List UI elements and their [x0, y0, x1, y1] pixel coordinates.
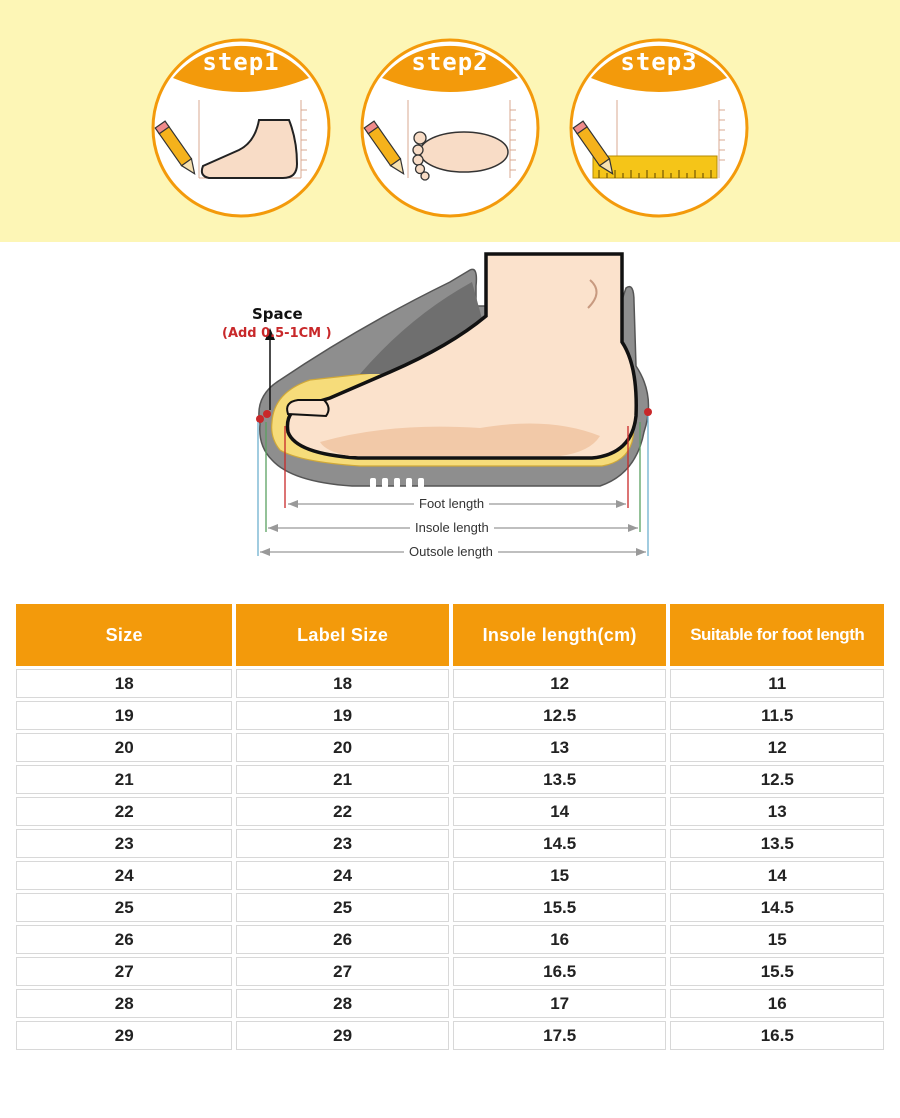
cell-size: 18	[16, 669, 232, 698]
cell-foot-length: 15	[670, 925, 884, 954]
table-row	[16, 797, 884, 826]
cell-label-size: 18	[236, 669, 448, 698]
cell-size: 19	[16, 701, 232, 730]
table-row	[16, 765, 884, 794]
cell-foot-length: 16	[670, 989, 884, 1018]
cell-size: 22	[16, 797, 232, 826]
step-1-label: step1	[202, 48, 280, 76]
cell-size: 21	[16, 765, 232, 794]
space-label: Space	[252, 305, 303, 323]
cell-insole-length: 13	[453, 733, 667, 762]
step-3-card	[569, 38, 749, 218]
cell-label-size: 26	[236, 925, 448, 954]
step-1-card	[151, 38, 331, 218]
cell-foot-length: 11	[670, 669, 884, 698]
table-row	[16, 829, 884, 858]
cell-size: 26	[16, 925, 232, 954]
outsole-length-label: Outsole length	[404, 544, 498, 559]
size-chart-table	[12, 601, 888, 1053]
cell-foot-length: 12	[670, 733, 884, 762]
cell-insole-length: 12.5	[453, 701, 667, 730]
cell-label-size: 25	[236, 893, 448, 922]
cell-size: 25	[16, 893, 232, 922]
table-row	[16, 925, 884, 954]
cell-insole-length: 17.5	[453, 1021, 667, 1050]
cell-insole-length: 17	[453, 989, 667, 1018]
cell-label-size: 23	[236, 829, 448, 858]
cell-label-size: 29	[236, 1021, 448, 1050]
space-note: (Add 0.5-1CM )	[222, 326, 332, 341]
table-row	[16, 989, 884, 1018]
foot-length-label: Foot length	[414, 496, 489, 511]
header-label-size: Label Size	[236, 604, 448, 666]
cell-insole-length: 12	[453, 669, 667, 698]
table-row	[16, 733, 884, 762]
step-2-label: step2	[411, 48, 489, 76]
table-row	[16, 1021, 884, 1050]
cell-label-size: 27	[236, 957, 448, 986]
cell-size: 24	[16, 861, 232, 890]
header-foot-length: Suitable for foot length	[670, 604, 884, 666]
table-row	[16, 957, 884, 986]
steps-banner	[0, 0, 900, 242]
header-size: Size	[16, 604, 232, 666]
cell-foot-length: 16.5	[670, 1021, 884, 1050]
cell-label-size: 22	[236, 797, 448, 826]
table-row	[16, 893, 884, 922]
insole-length-label: Insole length	[410, 520, 494, 535]
cell-size: 27	[16, 957, 232, 986]
cell-size: 23	[16, 829, 232, 858]
cell-insole-length: 14.5	[453, 829, 667, 858]
cell-insole-length: 13.5	[453, 765, 667, 794]
cell-insole-length: 14	[453, 797, 667, 826]
cell-label-size: 21	[236, 765, 448, 794]
step-2-card	[360, 38, 540, 218]
cell-foot-length: 11.5	[670, 701, 884, 730]
cell-foot-length: 13	[670, 797, 884, 826]
cell-insole-length: 16.5	[453, 957, 667, 986]
cell-size: 20	[16, 733, 232, 762]
cell-foot-length: 12.5	[670, 765, 884, 794]
cell-label-size: 24	[236, 861, 448, 890]
cell-size: 28	[16, 989, 232, 1018]
header-insole-length: Insole length(cm)	[453, 604, 667, 666]
step-3-label: step3	[620, 48, 698, 76]
cell-foot-length: 14.5	[670, 893, 884, 922]
cell-label-size: 28	[236, 989, 448, 1018]
table-row	[16, 701, 884, 730]
cell-foot-length: 13.5	[670, 829, 884, 858]
table-row	[16, 861, 884, 890]
cell-label-size: 19	[236, 701, 448, 730]
cell-foot-length: 15.5	[670, 957, 884, 986]
cell-size: 29	[16, 1021, 232, 1050]
table-header-row	[16, 604, 884, 666]
cell-label-size: 20	[236, 733, 448, 762]
cell-insole-length: 16	[453, 925, 667, 954]
cell-foot-length: 14	[670, 861, 884, 890]
cell-insole-length: 15	[453, 861, 667, 890]
cell-insole-length: 15.5	[453, 893, 667, 922]
table-row	[16, 669, 884, 698]
